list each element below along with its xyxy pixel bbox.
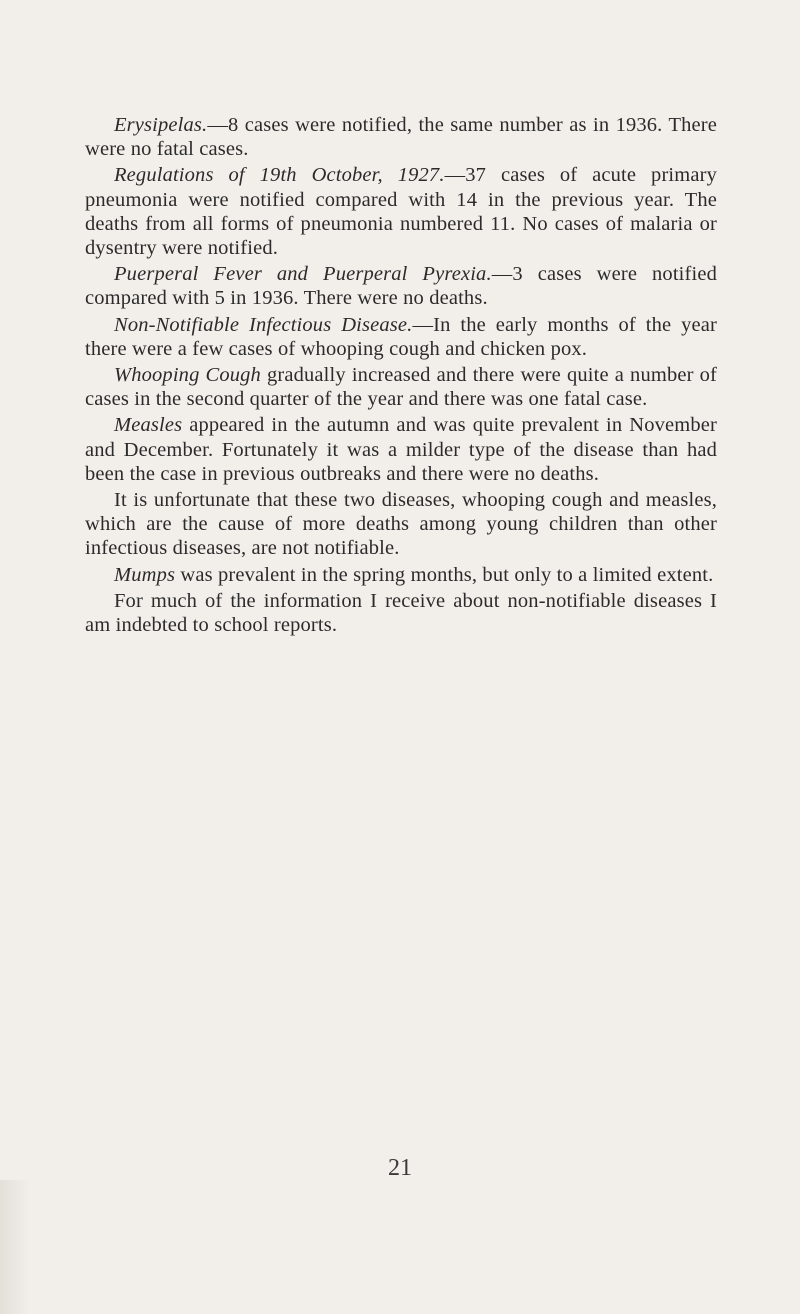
paragraph-heading: Non-Notifiable Infectious Disease. xyxy=(114,313,413,336)
page-edge-shadow xyxy=(0,1180,30,1314)
paragraph-text: gradually increased and there were quite a number of cases in the second quarter of the year and there was one fatal case. xyxy=(85,364,717,411)
paragraph-heading: Puerperal Fever and Puerperal Pyrexia. xyxy=(114,263,492,286)
paragraph-puerperal-fever xyxy=(85,262,717,310)
paragraph-heading: Whooping Cough xyxy=(114,364,261,387)
paragraph-text: appeared in the autumn and was quite prevalent in November and December. Fortunately it was a milder type of the disease than had been the case in previous outbreaks and there were no deaths. xyxy=(85,414,717,485)
paragraph-heading: Erysipelas. xyxy=(114,114,208,136)
paragraph-text: —3 cases were notified compared with 5 in 1936. There were no deaths. xyxy=(85,263,717,310)
paragraph-text: —8 cases were notified, the same number as in 1936. There were no fatal cases. xyxy=(85,114,717,161)
paragraph-text: For much of the information I receive about non-notifiable diseases I am indebted to school reports. xyxy=(85,589,717,637)
paragraph-text: —In the early months of the year there were a few cases of whooping cough and chicken pox. xyxy=(85,313,717,360)
paragraph-heading: Regulations of 19th October, 1927. xyxy=(114,164,445,187)
paragraph-heading: Mumps xyxy=(114,563,176,586)
paragraph-text: was prevalent in the spring months, but only to a limited extent. xyxy=(175,563,714,586)
paragraph-unfortunate xyxy=(85,488,717,561)
paragraph-measles xyxy=(85,413,717,486)
paragraph-whooping-cough xyxy=(85,363,717,411)
page-number: 21 xyxy=(388,1155,412,1181)
paragraph-school-reports xyxy=(85,589,717,637)
paragraph-text: It is unfortunate that these two diseases, whooping cough and measles, which are the cause of more deaths among young children than other infectious diseases, are not notifiable. xyxy=(85,489,717,560)
paragraph-text: —37 cases of acute primary pneumonia were notified compared with 14 in the previous year. The deaths from all forms of pneumonia numbered 11. No cases of malaria or dysentry were notified. xyxy=(85,164,717,260)
paragraph-mumps xyxy=(85,563,717,587)
paragraph-non-notifiable xyxy=(85,313,717,361)
paragraph-erysipelas xyxy=(85,113,717,161)
paragraph-heading: Measles xyxy=(114,414,183,437)
paragraph-regulations xyxy=(85,163,717,260)
document-page xyxy=(85,113,717,639)
